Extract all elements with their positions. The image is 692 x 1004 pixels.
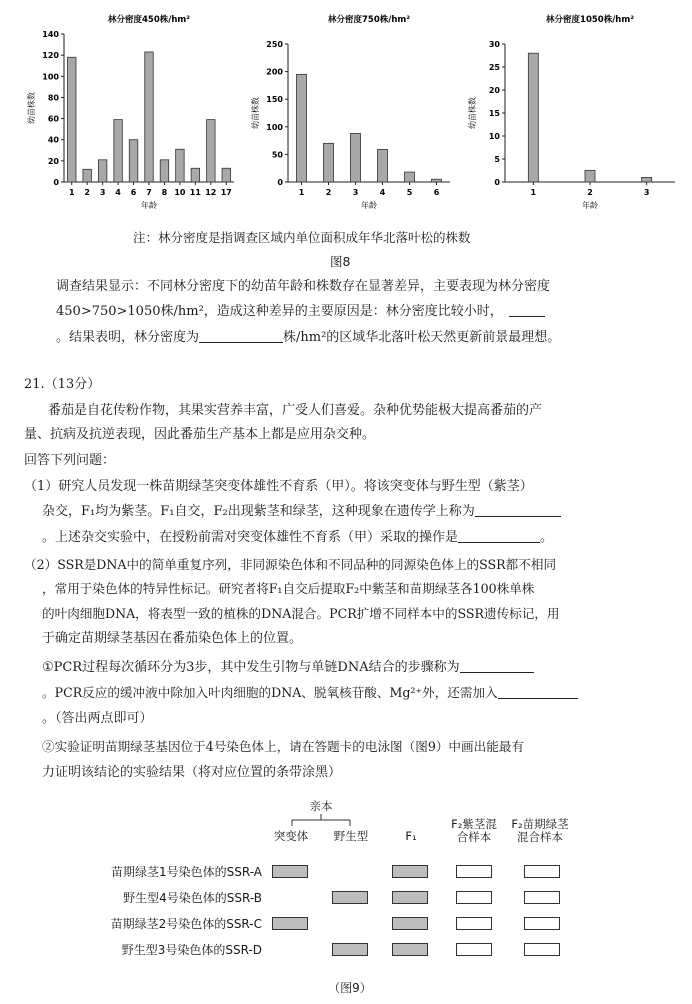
gel-bracket [288, 814, 354, 828]
gel-col-f1: F₁ [405, 829, 417, 843]
gel-col-f2-green-text: F₂苗期绿茎 混合样本 [511, 817, 569, 844]
answer-blank[interactable] [460, 658, 534, 673]
bar [176, 149, 185, 182]
gel-col-mutant: 突变体 [273, 829, 309, 843]
y-tick-label: 250 [266, 40, 283, 49]
x-tick-label: 12 [205, 188, 217, 197]
q21-s1-line2 [42, 684, 578, 702]
x-tick-label: 1 [530, 188, 537, 197]
chart-750 [240, 0, 465, 215]
x-axis-label: 年龄 [582, 201, 598, 210]
y-tick-label: 50 [271, 150, 283, 160]
x-tick-label: 3 [99, 188, 106, 197]
bar [351, 133, 361, 182]
gel-col-f2-green [500, 818, 580, 844]
bar [378, 149, 388, 182]
q21-p2-line2: ，常用于染色体的特异性标记。研究者将F₁自交后提取F₂中紫茎和苗期绿茎各100株单株 [42, 581, 535, 596]
x-tick-label: 1 [68, 188, 75, 197]
chart-title: 林分密度450株/hm² [108, 15, 190, 25]
gel-band [392, 917, 428, 930]
figure-9-caption: （图9） [328, 981, 372, 995]
chart-title: 林分密度1050株/hm² [546, 15, 634, 25]
gel-band-blank[interactable] [524, 865, 560, 878]
y-tick-label: 5 [494, 155, 500, 164]
q21-s2-line2: 力证明该结论的实验结果（将对应位置的条带涂黑） [42, 765, 342, 780]
gel-band [332, 891, 368, 904]
y-axis-label: 幼苗株数 [251, 97, 260, 129]
gel-band [392, 865, 428, 878]
gel-row-label: 野生型4号染色体的SSR-B [123, 891, 262, 905]
y-tick-label: 100 [266, 122, 283, 132]
gel-col-f2-purple-text: F₂紫茎混 合样本 [451, 817, 497, 844]
answer-blank[interactable] [458, 528, 540, 543]
gel-band-blank[interactable] [524, 943, 560, 956]
bar [297, 74, 307, 182]
q21-s1-text2: 。PCR反应的缓冲液中除加入叶肉细胞的DNA、脱氧核苷酸、Mg²⁺外，还需加入 [42, 685, 498, 700]
gel-parent-label: 亲本 [309, 799, 333, 813]
x-tick-label: 5 [406, 188, 413, 197]
bar [528, 53, 538, 182]
y-tick-label: 120 [42, 51, 59, 61]
x-tick-label: 1 [298, 188, 305, 197]
q21-p1-text3: 。上述杂交实验中，在授粉前需对突变体雄性不育系（甲）采取的操作是 [42, 530, 459, 545]
q21-p1-line2 [42, 502, 561, 521]
bar [642, 177, 652, 182]
q21-p2-line4: 于确定苗期绿茎基因在番茄染色体上的位置。 [42, 631, 303, 646]
gel-row-label: 野生型3号染色体的SSR-D [121, 943, 262, 957]
x-tick-label: 4 [115, 188, 121, 197]
x-tick-label: 6 [130, 188, 137, 197]
x-tick-label: 2 [325, 188, 332, 197]
q21-s1-text1: ①PCR过程每次循环分为3步，其中发生引物与单链DNA结合的步骤称为 [42, 660, 460, 675]
x-tick-label: 2 [84, 188, 90, 197]
gel-row-label: 苗期绿茎1号染色体的SSR-A [111, 865, 262, 879]
y-tick-label: 0 [494, 178, 500, 187]
x-tick-label: 4 [379, 188, 386, 197]
gel-figure [0, 790, 692, 1004]
x-tick-label: 3 [352, 188, 359, 197]
gel-band-blank[interactable] [456, 891, 492, 904]
gel-col-wildtype: 野生型 [333, 829, 369, 843]
bar [114, 120, 123, 182]
x-tick-label: 2 [587, 188, 593, 197]
q21-p2-line1: （2）SSR是DNA中的简单重复序列，非同源染色体和不同品种的同源染色体上的SSR都不相同 [24, 557, 557, 572]
q21-intro1: 番茄是自花传粉作物，其果实营养丰富，广受人们喜爱。杂种优势能极大提高番茄的产 [48, 403, 543, 418]
x-tick-label: 8 [161, 188, 168, 197]
y-axis-label: 幼苗株数 [27, 92, 36, 124]
q21-s2-line1: ②实验证明苗期绿茎基因位于4号染色体上，请在答题卡的电泳图（图9）中画出能最有 [42, 739, 524, 754]
q21-s1-line3: 。（答出两点即可） [42, 711, 153, 726]
chart-note: 注：林分密度是指调查区域内单位面积成年华北落叶松的株数 [133, 230, 471, 245]
y-tick-label: 150 [266, 95, 283, 105]
bar [145, 52, 154, 182]
q21-intro2: 量、抗病及抗逆表现，因此番茄生产基本上都是应用杂交种。 [24, 427, 376, 442]
chart-750-svg [240, 0, 465, 215]
para1-line3 [56, 328, 560, 347]
gel-band [272, 865, 308, 878]
x-tick-label: 17 [220, 188, 232, 197]
y-tick-label: 30 [488, 40, 500, 49]
y-tick-label: 10 [488, 132, 500, 141]
answer-blank[interactable] [199, 328, 283, 343]
bar [324, 143, 334, 182]
bar [160, 160, 169, 182]
y-axis-label: 幼苗株数 [468, 97, 477, 129]
q21-p1-line3 [42, 528, 553, 547]
bar [222, 168, 231, 182]
q21-p2-line3: 的叶肉细胞DNA，将表型一致的植株的DNA混合。PCR扩增不同样本中的SSR遗传标记，用 [42, 606, 560, 621]
y-tick-label: 80 [47, 93, 59, 103]
q21-heading: 21.（13分） [24, 377, 101, 392]
answer-blank[interactable] [509, 302, 545, 317]
y-tick-label: 0 [277, 178, 283, 187]
y-tick-label: 0 [53, 178, 59, 187]
y-tick-label: 20 [47, 156, 59, 166]
gel-band [392, 891, 428, 904]
y-tick-label: 60 [47, 114, 59, 124]
answer-blank[interactable] [498, 684, 578, 699]
gel-band-blank[interactable] [524, 891, 560, 904]
y-tick-label: 200 [266, 67, 283, 77]
gel-band [392, 943, 428, 956]
q21-p1-text2: 杂交，F₁均为紫茎。F₁自交，F₂出现紫茎和绿茎，这种现象在遗传学上称为 [42, 504, 475, 519]
x-axis-label: 年龄 [141, 201, 157, 210]
chart-1050-svg [465, 0, 692, 215]
gel-band-blank[interactable] [524, 917, 560, 930]
chart-450-svg [0, 0, 240, 215]
y-tick-label: 100 [42, 72, 59, 82]
bar [129, 140, 138, 182]
para1-line1 [56, 278, 550, 296]
bar [585, 171, 595, 183]
bar [67, 57, 76, 182]
gel-row-label: 苗期绿茎2号染色体的SSR-C [110, 917, 262, 931]
para1-line2 [56, 302, 545, 321]
chart-title: 林分密度750株/hm² [328, 15, 410, 25]
para1-text3b: 株/hm²的区域华北落叶松天然更新前景最理想。 [283, 330, 561, 345]
q21-p1-line1: （1）研究人员发现一株苗期绿茎突变体雄性不育系（甲）。将该突变体与野生型（紫茎） [24, 479, 533, 494]
para1-text2: 450>750>1050株/hm²，造成这种差异的主要原因是：林分密度比较小时， [56, 304, 503, 319]
chart-1050 [465, 0, 692, 215]
y-tick-label: 40 [47, 135, 59, 145]
gel-band-blank[interactable] [456, 865, 492, 878]
para1-text3a: 。结果表明，林分密度为 [56, 330, 200, 345]
q21-prompt: 回答下列问题： [24, 453, 116, 468]
x-tick-label: 6 [433, 188, 440, 197]
gel-band [272, 917, 308, 930]
gel-band-blank[interactable] [456, 943, 492, 956]
bar [83, 169, 92, 182]
para1-text1: 调查结果显示：不同林分密度下的幼苗年龄和株数存在显著差异，主要表现为林分密度 [56, 279, 551, 294]
q21-p1-text3-end: 。 [540, 530, 554, 545]
x-tick-label: 10 [174, 188, 186, 197]
gel-band [332, 943, 368, 956]
bar [191, 168, 200, 182]
y-tick-label: 20 [488, 86, 500, 95]
y-tick-label: 15 [488, 109, 500, 118]
bar [98, 160, 107, 182]
figure-8-caption: 图8 [330, 254, 351, 269]
gel-band-blank[interactable] [456, 917, 492, 930]
answer-blank[interactable] [475, 502, 561, 517]
bar [207, 120, 216, 182]
y-tick-label: 25 [488, 63, 500, 72]
chart-450 [0, 0, 240, 215]
bar [432, 179, 442, 182]
x-tick-label: 11 [189, 188, 201, 197]
bar [405, 172, 415, 182]
q21-s1-line1 [42, 658, 534, 677]
x-axis-label: 年龄 [361, 201, 377, 210]
x-tick-label: 7 [146, 188, 152, 197]
y-tick-label: 140 [42, 30, 59, 39]
x-tick-label: 3 [643, 188, 650, 197]
